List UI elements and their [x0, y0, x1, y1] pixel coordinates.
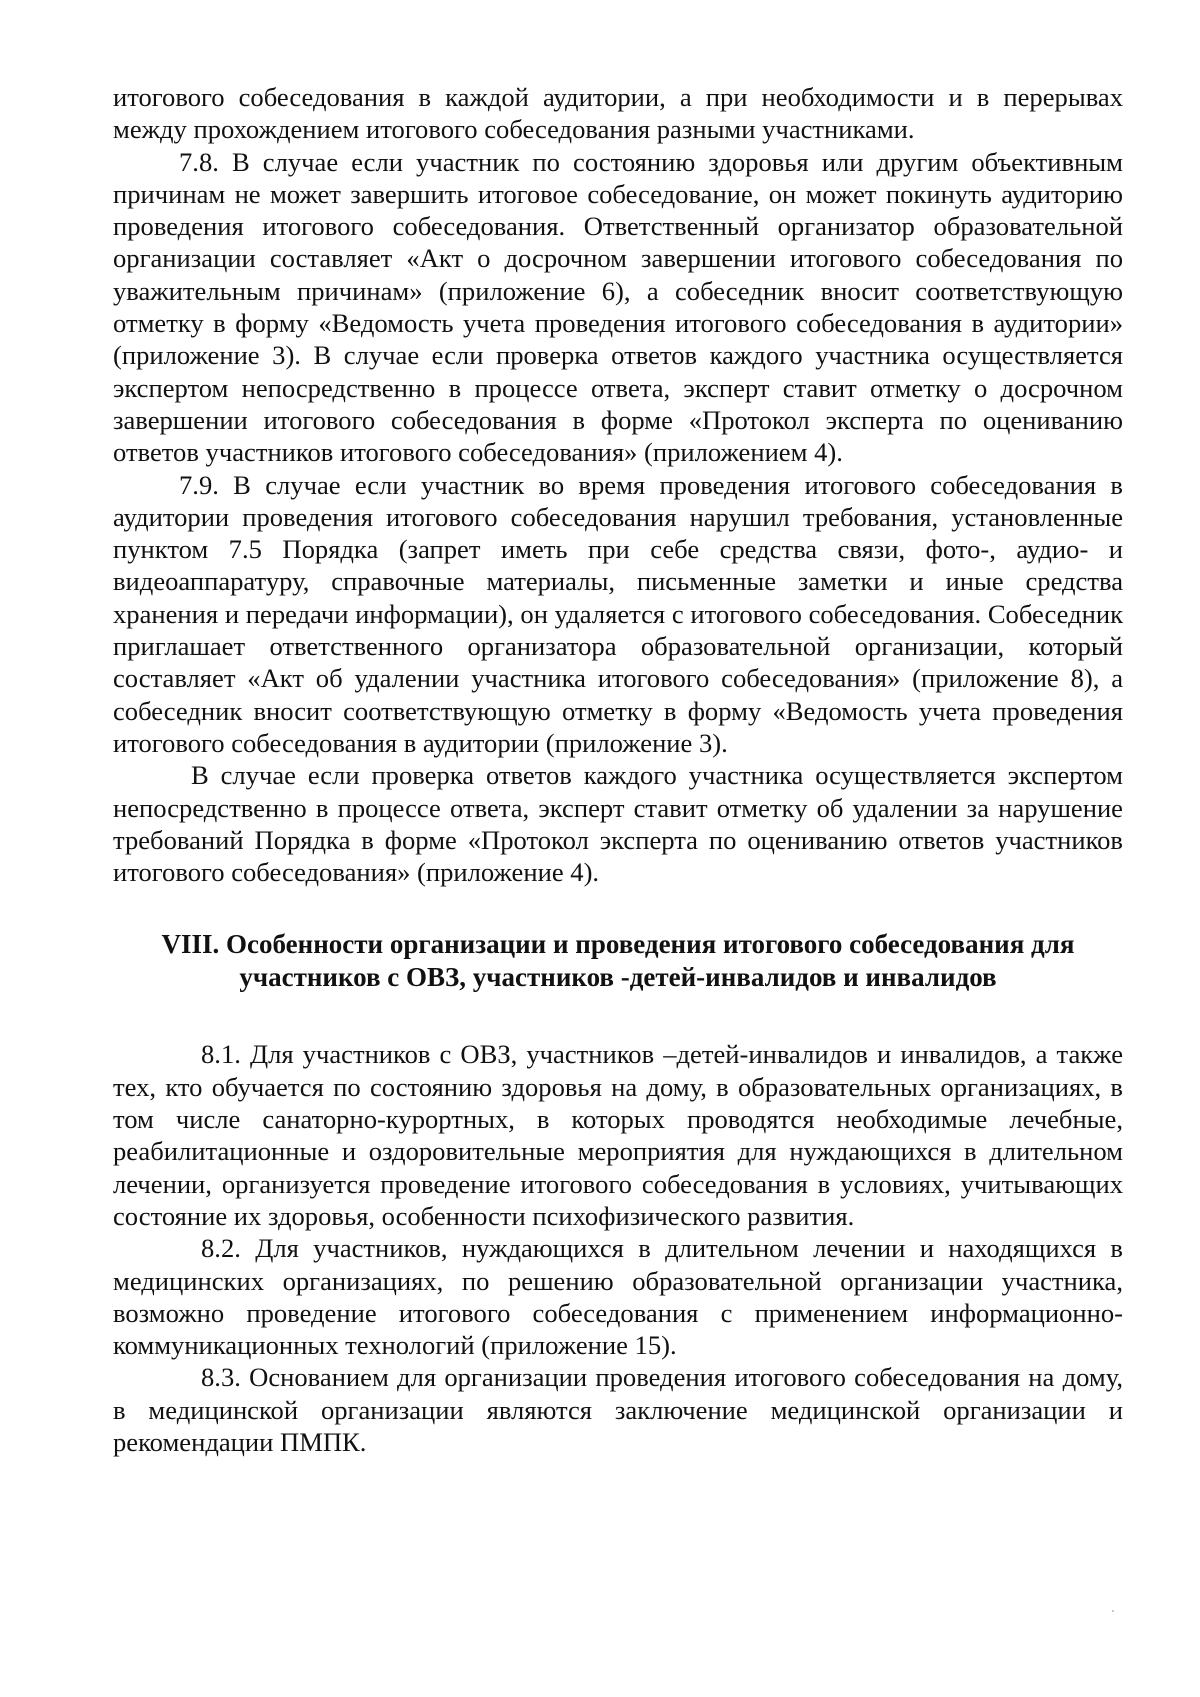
paragraph-continuation: итогового собеседования в каждой аудитории, а при необходимости и в перерывах между прохождением итогового собеседования разными участниками. — [113, 82, 1123, 145]
paragraph-7-9: 7.9. В случае если участник во время проведения итогового собеседования в аудитории проведения итогового собеседования нарушил требования, установленные пунктом 7.5 Порядка (запрет иметь при себе средства связи, фото-, аудио- и видеоаппаратуру, справочные материалы, письменные заметки и иные средства хранения и передачи информации), он удаляется с итогового собеседования. Собеседник приглашает ответственного организатора образовательной организации, который составляет «Акт об удалении участника итогового собеседования» (приложение 8), а собеседник вносит соответствующую отметку в форму «Ведомость учета проведения итогового собеседования в аудитории (приложение 3). — [113, 469, 1123, 758]
paragraph-7-9-expert: В случае если проверка ответов каждого участника осуществляется экспертом непосредственно в процессе ответа, эксперт ставит отметку об удалении за нарушение требований Порядка в форме «Протокол эксперта по оцениванию ответов участников итогового собеседования» (приложение 4). — [113, 760, 1123, 888]
document-page — [113, 81, 1123, 1458]
scan-speck — [1112, 1610, 1114, 1612]
paragraph-8-3: 8.3. Основанием для организации проведения итогового собеседования на дому, в медицинской организации являются заключение медицинской организации и рекомендации ПМПК. — [113, 1362, 1123, 1457]
section-heading-viii: VIII. Особенности организации и проведения итогового собеседования для участников с ОВЗ, участников -детей-инвалидов и инвалидов — [161, 929, 1075, 993]
paragraph-7-8: 7.8. В случае если участник по состоянию здоровья или другим объективным причинам не может завершить итоговое собеседование, он может покинуть аудиторию проведения итогового собеседования. Ответственный организатор образовательной организации составляет «Акт о досрочном завершении итогового собеседования по уважительным причинам» (приложение 6), а собеседник вносит соответствующую отметку в форму «Ведомость учета проведения итогового собеседования в аудитории» (приложение 3). В случае если проверка ответов каждого участника осуществляется экспертом непосредственно в процессе ответа, эксперт ставит отметку о досрочном завершении итогового собеседования в форме «Протокол эксперта по оцениванию ответов участников итогового собеседования» (приложением 4). — [113, 146, 1123, 468]
paragraph-8-1: 8.1. Для участников с ОВЗ, участников –детей-инвалидов и инвалидов, а также тех, кто обучается по состоянию здоровья на дому, в образовательных организациях, в том числе санаторно-курортных, в которых проводятся необходимые лечебные, реабилитационные и оздоровительные мероприятия для нуждающихся в длительном лечении, организуется проведение итогового собеседования в условиях, учитывающих состояние их здоровья, особенности психофизического развития. — [113, 1039, 1123, 1231]
paragraph-8-2: 8.2. Для участников, нуждающихся в длительном лечении и находящихся в медицинских организациях, по решению образовательной организации участника, возможно проведение итогового собеседования с применением информационно-коммуникационных технологий (приложение 15). — [113, 1233, 1123, 1361]
